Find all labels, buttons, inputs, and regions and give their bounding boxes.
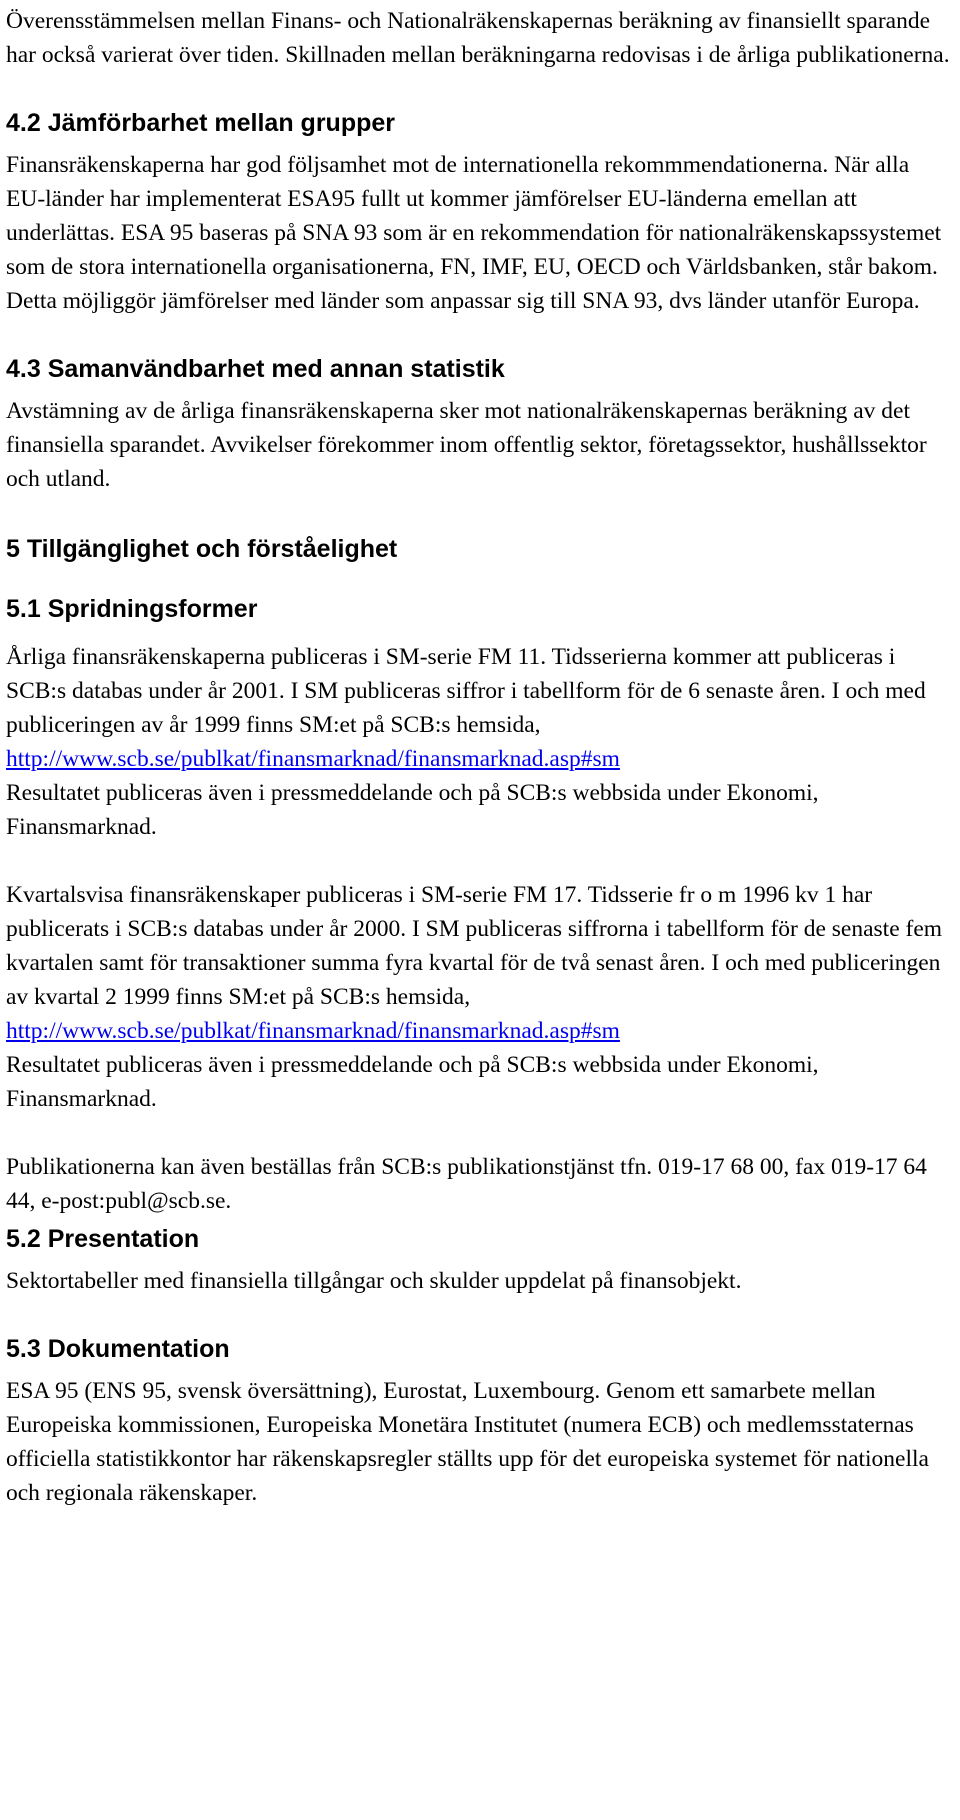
paragraph-5-1-quarterly bbox=[6, 878, 954, 1116]
intro-paragraph: Överensstämmelsen mellan Finans- och Nationalräkenskapernas beräkning av finansiellt sparande har också varierat över tiden. Skillnaden mellan beräkningarna redovisas i de årliga publikationerna. bbox=[6, 8, 950, 68]
quarterly-text: Kvartalsvisa finansräkenskaper publiceras i SM-serie FM 17. Tidsserie fr o m 1996 kv 1 har publicerats i SCB:s databas under år 2000. I SM publiceras siffrorna i tabellform för de senaste fem kvartalen samt för transaktioner summa fyra kvartal för de två senast åren. I och med publiceringen av kvartal 2 1999 finns SM:et på SCB:s hemsida, bbox=[6, 882, 943, 1010]
heading-5-1: 5.1 Spridningsformer bbox=[6, 595, 258, 623]
heading-4-2: 4.2 Jämförbarhet mellan grupper bbox=[6, 109, 396, 137]
document-page bbox=[6, 4, 954, 1510]
scb-link-annual[interactable]: http://www.scb.se/publkat/finansmarknad/finansmarknad.asp#sm bbox=[6, 746, 620, 772]
paragraph-4-2: Finansräkenskaperna har god följsamhet mot de internationella rekommmendationerna. När alla EU-länder har implementerat ESA95 fullt ut kommer jämförelser EU-länderna emellan att underlättas. ESA 95 baseras på SNA 93 som är en rekommendation för nationalräkenskapssystemet som de stora internationella organisationerna, FN, IMF, EU, OECD och Världsbanken, står bakom. Detta möjliggör jämförelser med länder som anpassar sig till SNA 93, dvs länder utanför Europa. bbox=[6, 152, 942, 314]
heading-5: 5 Tillgänglighet och förståelighet bbox=[6, 535, 398, 563]
annual-text: Årliga finansräkenskaperna publiceras i SM-serie FM 11. Tidsserierna kommer att publiceras i SCB:s databas under år 2001. I SM publiceras siffror i tabellform för de 6 senaste åren. I och med publiceringen av år 1999 finns SM:et på SCB:s hemsida, bbox=[6, 644, 926, 738]
paragraph-5-3: ESA 95 (ENS 95, svensk översättning), Eurostat, Luxembourg. Genom ett samarbete mellan Europeiska kommissionen, Europeiska Monetära Institutet (numera ECB) och medlemsstaternas officiella statistikkontor har räkenskapsregler ställts upp för det europeiska systemet för nationella och regionala räkenskaper. bbox=[6, 1378, 929, 1506]
annual-result-text: Resultatet publiceras även i pressmeddelande och på SCB:s webbsida under Ekonomi, Finansmarknad. bbox=[6, 780, 819, 840]
quarterly-result-text: Resultatet publiceras även i pressmeddelande och på SCB:s webbsida under Ekonomi, Finansmarknad. bbox=[6, 1052, 819, 1112]
heading-5-3: 5.3 Dokumentation bbox=[6, 1335, 230, 1363]
heading-4-3: 4.3 Samanvändbarhet med annan statistik bbox=[6, 355, 505, 383]
paragraph-5-1-order: Publikationerna kan även beställas från SCB:s publikationstjänst tfn. 019-17 68 00, fax 019-17 64 44, e-post:publ@scb.se. bbox=[6, 1154, 927, 1214]
heading-5-2: 5.2 Presentation bbox=[6, 1225, 200, 1253]
paragraph-5-1-annual bbox=[6, 640, 954, 844]
paragraph-5-2: Sektortabeller med finansiella tillgångar och skulder uppdelat på finansobjekt. bbox=[6, 1268, 742, 1294]
paragraph-4-3: Avstämning av de årliga finansräkenskaperna sker mot nationalräkenskapernas beräkning av det finansiella sparandet. Avvikelser förekommer inom offentlig sektor, företagssektor, hushållssektor och utland. bbox=[6, 398, 927, 492]
scb-link-quarterly[interactable]: http://www.scb.se/publkat/finansmarknad/finansmarknad.asp#sm bbox=[6, 1018, 620, 1044]
